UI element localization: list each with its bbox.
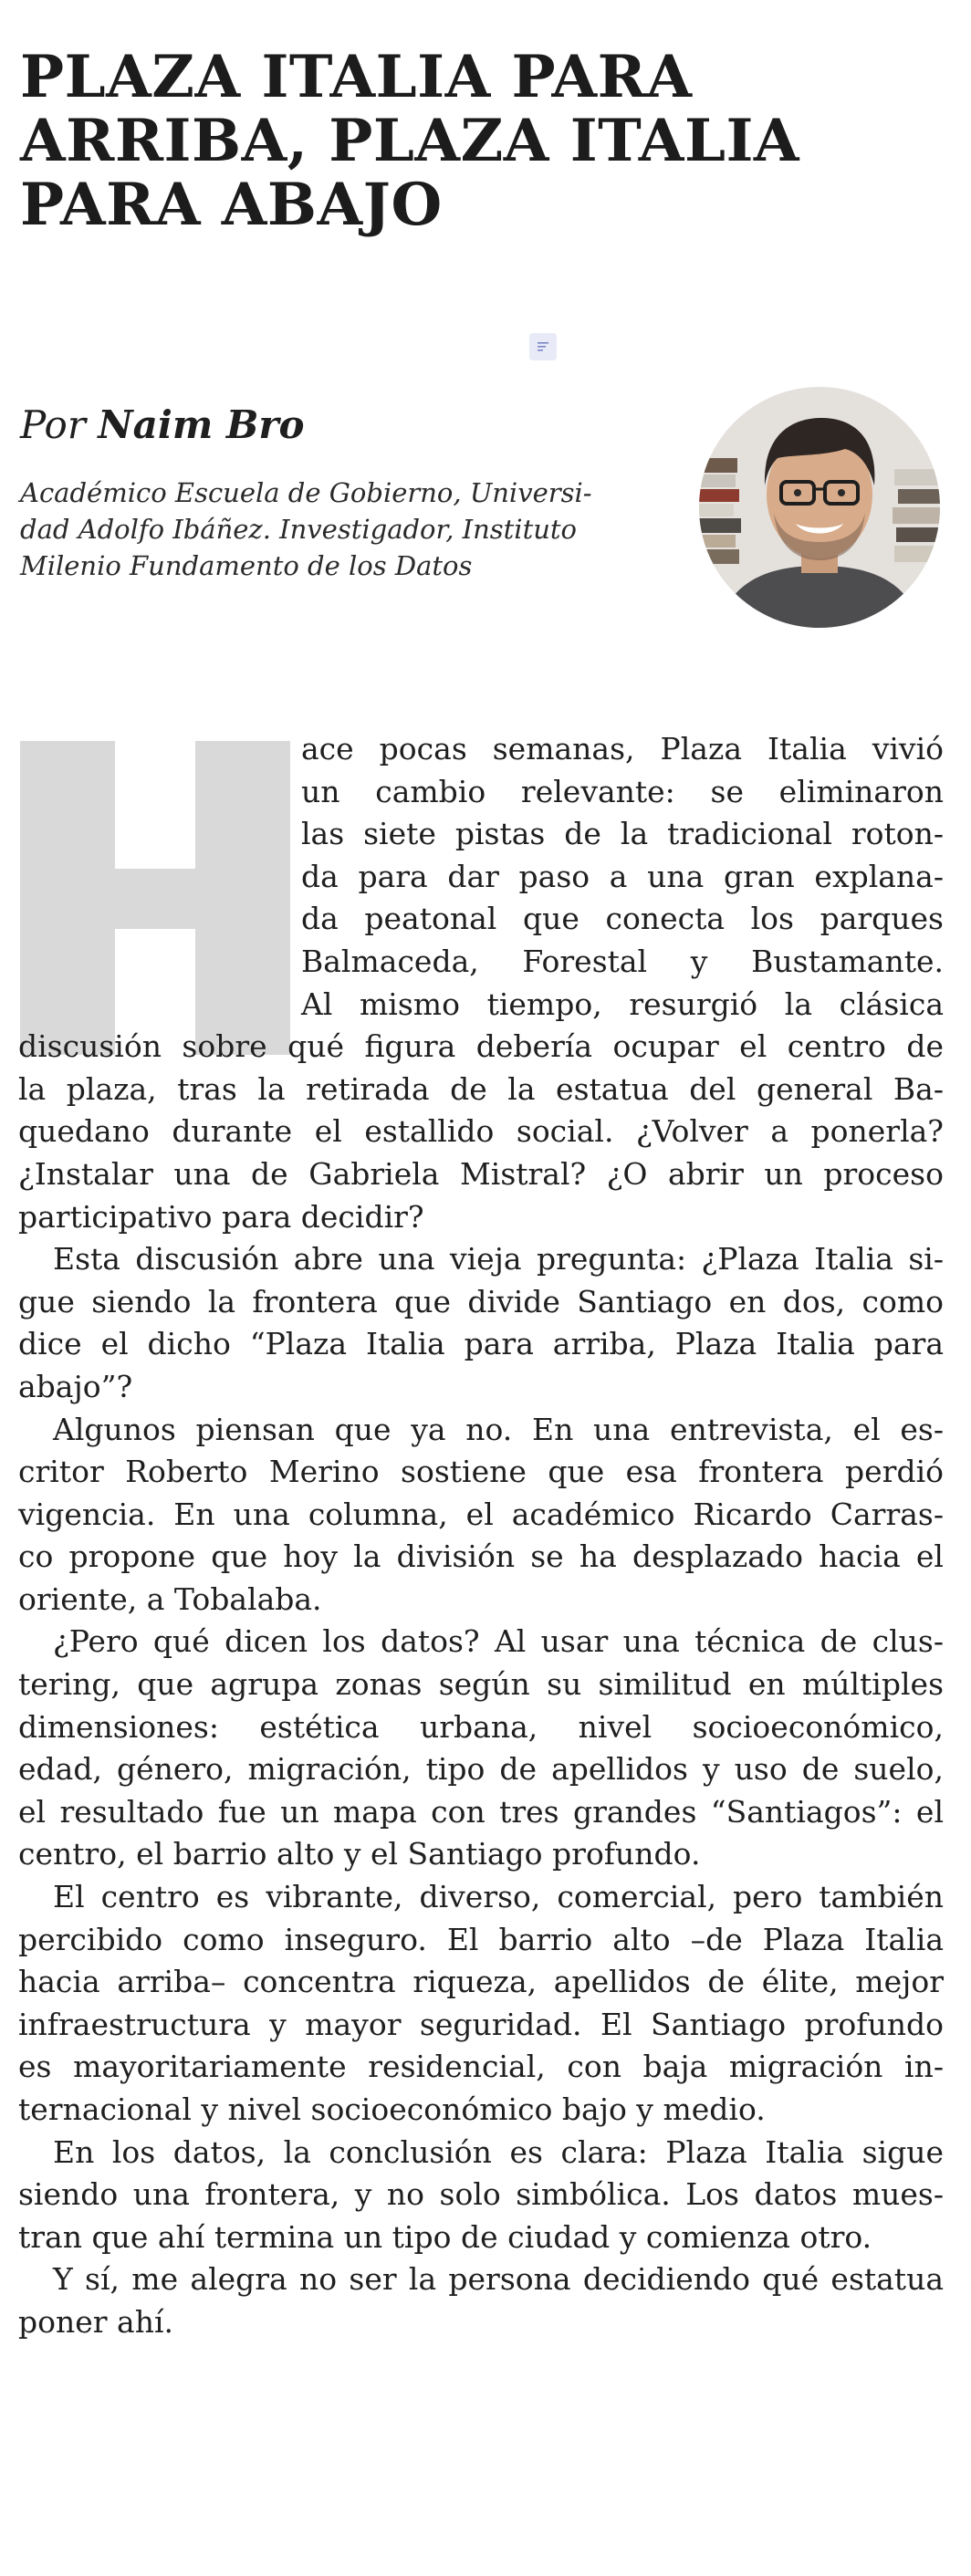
body-line: critor Roberto Merino sostiene que esa frontera perdió [18,1454,944,1490]
body-line: tran que ahí termina un tipo de ciudad y comienza otro. [18,2218,872,2255]
body-line: Esta discusión abre una vieja pregunta: ¿Plaza Italia si- [53,1241,944,1278]
body-line: abajo”? [18,1368,133,1404]
body-line: quedano durante el estallido social. ¿Volver a ponerla? [18,1113,944,1150]
byline-prefix: Por [20,402,86,447]
body-line: ¿Instalar una de Gabriela Mistral? ¿O abrir un proceso [18,1155,944,1192]
author-portrait-icon [699,387,940,628]
author-bio-line: dad Adolfo Ibáñez. Investigador, Instituto [20,514,578,545]
body-line: dimensiones: estética urbana, nivel socioeconómico, [18,1708,944,1745]
body-line: discusión sobre qué figura debería ocupar el centro de [18,1028,944,1065]
body-line: la plaza, tras la retirada de la estatua del general Ba- [18,1070,944,1107]
body-line: centro, el barrio alto y el Santiago profundo. [18,1836,701,1872]
body-line: Al mismo tiempo, resurgió la clásica [301,986,944,1022]
body-line: siendo una frontera, y no solo simbólica. Los datos mues- [18,2176,944,2213]
body-line: es mayoritariamente residencial, con baja migración in- [18,2049,944,2085]
body-line: participativo para decidir? [18,1198,424,1235]
body-line: las siete pistas de la tradicional roton- [301,816,944,852]
byline [20,402,305,449]
body-line: ace pocas semanas, Plaza Italia vivió [301,731,944,767]
article-headline [20,43,841,239]
body-line: da para dar paso a una gran explana- [301,858,944,894]
headline-line: PLAZA ITALIA PARA [20,43,693,111]
body-line: el resultado fue un mapa con tres grandes “Santiagos”: el [18,1793,944,1830]
body-line: Algunos piensan que ya no. En una entrevista, el es- [53,1411,944,1447]
body-line: poner ahí. [18,2303,174,2340]
author-bio [20,475,659,584]
body-line: un cambio relevante: se eliminaron [301,773,944,809]
author-bio-line: Milenio Fundamento de los Datos [20,550,473,581]
body-line: vigencia. En una columna, el académico Ricardo Carras- [18,1496,944,1532]
body-line: El centro es vibrante, diverso, comercial, pero también [53,1879,944,1915]
body-line: oriente, a Tobalaba. [18,1580,322,1617]
body-line: ¿Pero qué dicen los datos? Al usar una técnica de clus- [53,1623,944,1660]
body-line: dice el dicho “Plaza Italia para arriba, Plaza Italia para [18,1326,944,1362]
body-line: percibido como inseguro. El barrio alto –de Plaza Italia [18,1921,944,1957]
body-line: Y sí, me alegra no ser la persona decidiendo qué estatua [53,2261,944,2298]
article-body [18,728,944,2344]
body-line: edad, género, migración, tipo de apellidos y uso de suelo, [18,1751,944,1788]
body-line: ternacional y nivel socioeconómico bajo y medio. [18,2091,766,2127]
body-line: gue siendo la frontera que divide Santiago en dos, como [18,1283,944,1319]
author-name: Naim Bro [98,402,305,447]
text-lines-icon[interactable] [529,333,557,360]
body-line: infraestructura y mayor seguridad. El Santiago profundo [18,2006,944,2042]
body-line: hacia arriba– concentra riqueza, apellidos de élite, mejor [18,1964,944,2000]
body-line: Balmaceda, Forestal y Bustamante. [301,943,944,979]
body-line: En los datos, la conclusión es clara: Plaza Italia sigue [53,2133,944,2170]
body-line: da peatonal que conecta los parques [301,901,944,937]
headline-line: PARA ABAJO [20,171,443,239]
headline-line: ARRIBA, PLAZA ITALIA [20,107,800,175]
author-bio-line: Académico Escuela de Gobierno, Universi- [20,477,592,508]
body-line: co propone que hoy la división se ha desplazado hacia el [18,1538,944,1575]
body-line: tering, que agrupa zonas según su similitud en múltiples [18,1666,944,1703]
